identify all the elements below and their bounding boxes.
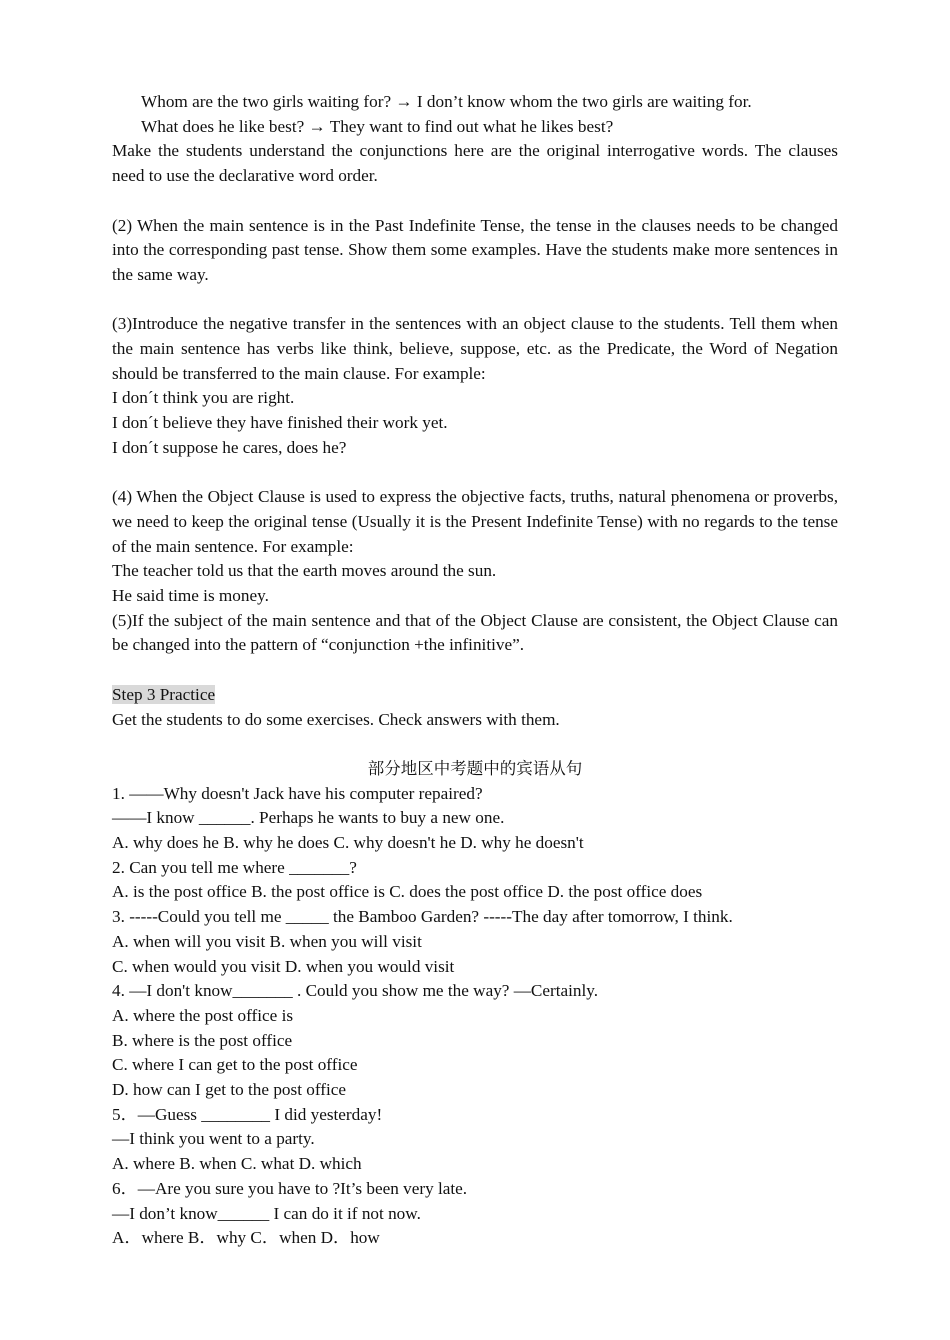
example-sentence: The teacher told us that the earth moves around the sun.: [112, 561, 497, 581]
paragraph-objective-facts: (4) When the Object Clause is used to express the objective facts, truths, natural phenomena or proverbs, we need to keep the original tense (Usually it is the Present Indefinite Tense) with no regards to the tense of the main sentence. For example:: [112, 487, 838, 556]
exercise-line: C. where I can get to the post office: [112, 1055, 358, 1075]
document-page: [112, 90, 838, 1251]
spacer: [112, 658, 838, 683]
exercise-line: A．where B．why C．when D．how: [112, 1228, 380, 1248]
exercise-line: 1. ——Why doesn't Jack have his computer repaired?: [112, 783, 483, 803]
exercise-line: A. where the post office is: [112, 1005, 294, 1025]
paragraph-negative-transfer: (3)Introduce the negative transfer in the sentences with an object clause to the students. Tell them when the main sentence has verbs like think, believe, suppose, etc. as the Predicate, the Word of Negation should be transferred to the main clause. For example:: [112, 314, 838, 383]
exercise-line: A. why does he B. why he does C. why doesn't he D. why he doesn't: [112, 833, 584, 853]
exercise-line: A. where B. when C. what D. which: [112, 1154, 362, 1174]
exercise-line: 4. —I don't know_______ . Could you show me the way? —Certainly.: [112, 981, 599, 1001]
exercise-list: [112, 782, 838, 1251]
example-sentence: I don´t believe they have finished their work yet.: [112, 413, 448, 433]
spacer: [112, 461, 838, 486]
example-sentence: Whom are the two girls waiting for? → I don’t know whom the two girls are waiting for.: [141, 92, 752, 111]
example-sentence: I don´t think you are right.: [112, 388, 295, 408]
paragraph-declarative-order: Make the students understand the conjunctions here are the original interrogative words. The clauses need to use the declarative word order.: [112, 141, 838, 186]
paragraph-past-tense: (2) When the main sentence is in the Past Indefinite Tense, the tense in the clauses needs to be changed into the corresponding past tense. Show them some examples. Have the students make more sentences in the same way.: [112, 215, 838, 284]
example-sentence: What does he like best? → They want to find out what he likes best?: [141, 116, 614, 136]
example-sentence: I don´t suppose he cares, does he?: [112, 437, 347, 457]
exercise-line: D. how can I get to the post office: [112, 1080, 347, 1100]
paragraph-infinitive-pattern: (5)If the subject of the main sentence and that of the Object Clause are consistent, the Object Clause can be changed into the pattern of “conjunction +the infinitive”.: [112, 610, 838, 655]
exercise-line: A. when will you visit B. when you will visit: [112, 931, 422, 951]
spacer: [112, 189, 838, 214]
exercise-line: —I don’t know______ I can do it if not now.: [112, 1203, 421, 1223]
spacer: [112, 288, 838, 313]
exercise-line: 5．—Guess ________ I did yesterday!: [112, 1104, 383, 1124]
step-heading: [112, 683, 838, 708]
exercise-line: B. where is the post office: [112, 1030, 293, 1050]
spacer: [112, 732, 838, 757]
step-heading-label: Step 3 Practice: [112, 684, 216, 704]
section-title: 部分地区中考题中的宾语从句: [367, 758, 583, 778]
example-sentence: He said time is money.: [112, 586, 269, 606]
exercise-line: A. is the post office B. the post office is C. does the post office D. the post office does: [112, 882, 703, 902]
step-instruction: Get the students to do some exercises. Check answers with them.: [112, 709, 560, 729]
exercise-line: C. when would you visit D. when you would visit: [112, 956, 455, 976]
exercise-line: ——I know ______. Perhaps he wants to buy a new one.: [112, 808, 505, 828]
exercise-line: —I think you went to a party.: [112, 1129, 315, 1149]
exercise-line: 3. -----Could you tell me _____ the Bamboo Garden? -----The day after tomorrow, I think.: [112, 907, 733, 927]
exercise-line: 6．—Are you sure you have to ?It’s been very late.: [112, 1178, 468, 1198]
exercise-line: 2. Can you tell me where _______?: [112, 857, 357, 877]
